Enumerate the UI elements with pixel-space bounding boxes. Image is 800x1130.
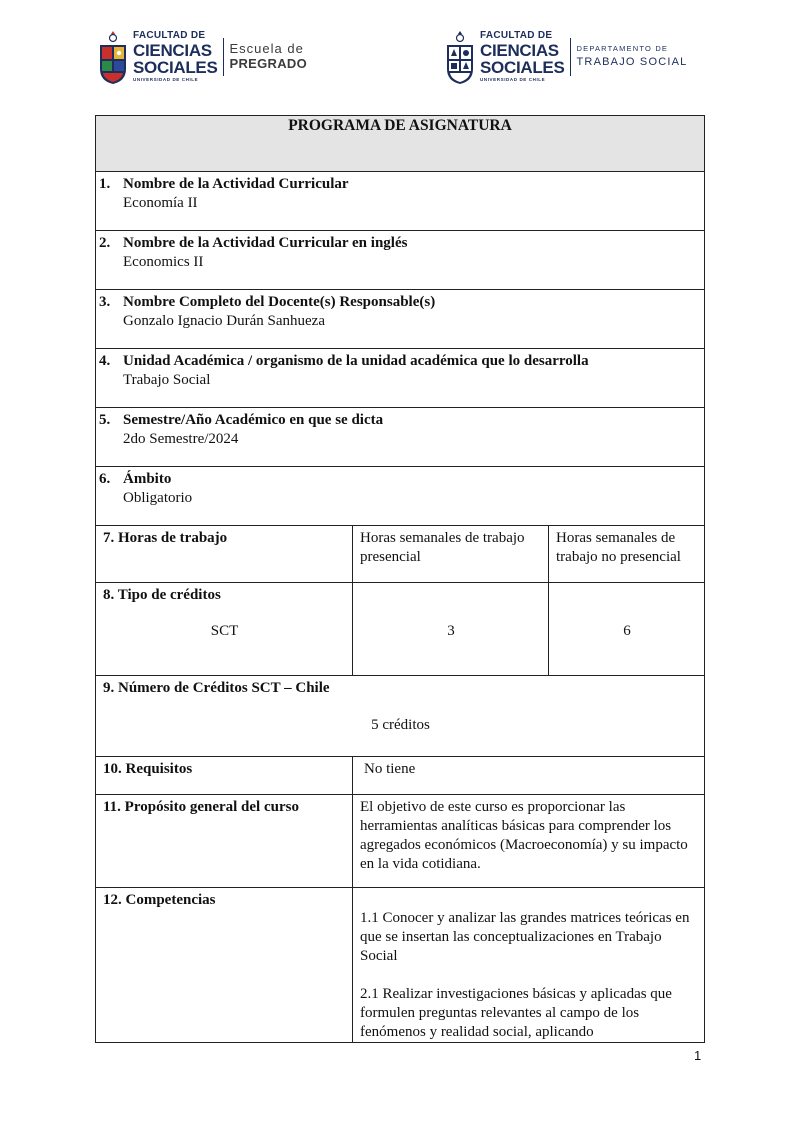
horas-label: 7. Horas de trabajo bbox=[96, 526, 353, 583]
section-value: Gonzalo Ignacio Durán Sanhueza bbox=[123, 313, 326, 329]
requisitos-label: 10. Requisitos bbox=[96, 757, 353, 795]
section-number: 1. bbox=[99, 176, 111, 192]
logo-divider bbox=[570, 38, 571, 76]
requisitos-row bbox=[96, 757, 705, 795]
dept-line-1: DEPARTAMENTO DE bbox=[576, 43, 669, 53]
section-value: 2do Semestre/2024 bbox=[123, 431, 239, 447]
creditos-row bbox=[96, 583, 705, 676]
section-number: 2. bbox=[99, 235, 111, 251]
section-number: 6. bbox=[99, 471, 111, 487]
proposito-value: El objetivo de este curso es proporcionar las herramientas analíticas básicas para comprender los agregados económicos (Macroeconomía) y su impacto en la vida cotidiana. bbox=[353, 795, 705, 888]
creditos-tipo: SCT bbox=[210, 623, 239, 639]
section-label: Nombre de la Actividad Curricular bbox=[123, 176, 349, 192]
faculty-line-3: SOCIALES bbox=[133, 58, 218, 78]
section-label: Nombre de la Actividad Curricular en inglés bbox=[123, 235, 408, 251]
section-label: Semestre/Año Académico en que se dicta bbox=[123, 412, 384, 428]
faculty-line-1: FACULTAD DE bbox=[480, 30, 553, 42]
dept-line-1: Escuela de bbox=[229, 41, 304, 57]
university-name: UNIVERSIDAD DE CHILE bbox=[133, 77, 199, 83]
proposito-row bbox=[96, 795, 705, 888]
competencia-item: 1.1 Conocer y analizar las grandes matrices teóricas en que se insertan las conceptualizaciones en Trabajo Social bbox=[360, 910, 690, 964]
logo-escuela-pregrado bbox=[98, 28, 307, 86]
section-row-3 bbox=[96, 290, 705, 349]
faculty-line-3: SOCIALES bbox=[480, 58, 565, 78]
section-row-4 bbox=[96, 349, 705, 408]
section-number: 4. bbox=[99, 353, 111, 369]
horas-no-presencial-value: 6 bbox=[623, 623, 631, 639]
section-number: 3. bbox=[99, 294, 111, 310]
table-title-row bbox=[96, 116, 705, 172]
faculty-line-2: CIENCIAS bbox=[133, 41, 212, 61]
numero-creditos-value: 5 créditos bbox=[371, 717, 430, 733]
horas-no-presencial-header: Horas semanales de trabajo no presencial bbox=[549, 526, 705, 583]
page-number: 1 bbox=[694, 1048, 702, 1063]
dept-line-2: PREGRADO bbox=[229, 56, 308, 71]
section-label: Unidad Académica / organismo de la unidad académica que lo desarrolla bbox=[123, 353, 589, 369]
faculty-line-2: CIENCIAS bbox=[480, 41, 559, 61]
table-title: PROGRAMA DE ASIGNATURA bbox=[96, 116, 705, 172]
section-row-5 bbox=[96, 408, 705, 467]
university-crest-icon bbox=[445, 29, 475, 85]
numero-creditos-row bbox=[96, 676, 705, 757]
university-name: UNIVERSIDAD DE CHILE bbox=[480, 77, 546, 83]
section-label: Nombre Completo del Docente(s) Responsable(s) bbox=[123, 294, 436, 310]
competencias-row bbox=[96, 888, 705, 1043]
competencia-item: 2.1 Realizar investigaciones básicas y aplicadas que formulen preguntas relevantes al campo de los fenómenos y realidad social, aplicando bbox=[360, 986, 672, 1040]
numero-creditos-label: 9. Número de Créditos SCT – Chile bbox=[103, 680, 330, 696]
requisitos-value: No tiene bbox=[353, 757, 705, 795]
proposito-label: 11. Propósito general del curso bbox=[96, 795, 353, 888]
section-value: Obligatorio bbox=[123, 490, 193, 506]
faculty-line-1: FACULTAD DE bbox=[133, 30, 206, 42]
section-value: Economics II bbox=[123, 254, 204, 270]
dept-line-2: TRABAJO SOCIAL bbox=[576, 56, 688, 69]
horas-row bbox=[96, 526, 705, 583]
section-row-1 bbox=[96, 172, 705, 231]
horas-presencial-value: 3 bbox=[447, 623, 455, 639]
section-row-2 bbox=[96, 231, 705, 290]
university-crest-icon bbox=[98, 29, 128, 85]
section-number: 5. bbox=[99, 412, 111, 428]
logo-divider bbox=[223, 38, 224, 76]
program-table bbox=[95, 115, 705, 1043]
horas-presencial-header: Horas semanales de trabajo presencial bbox=[353, 526, 549, 583]
section-row-6 bbox=[96, 467, 705, 526]
section-value: Trabajo Social bbox=[123, 372, 211, 388]
competencias-label: 12. Competencias bbox=[96, 888, 353, 1043]
creditos-label: 8. Tipo de créditos bbox=[103, 587, 221, 603]
section-label: Ámbito bbox=[123, 471, 172, 487]
section-value: Economía II bbox=[123, 195, 198, 211]
logo-trabajo-social bbox=[445, 28, 687, 86]
